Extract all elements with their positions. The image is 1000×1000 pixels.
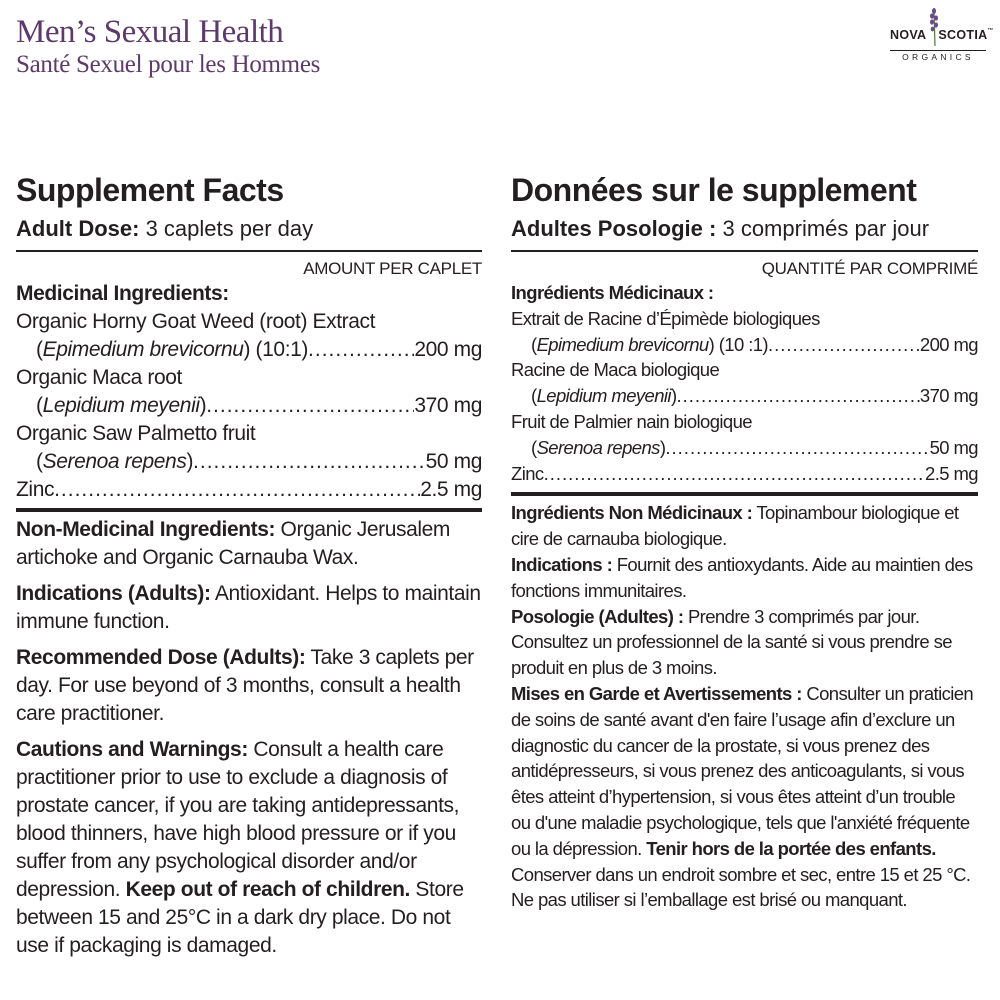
ingredient-row: (Lepidium meyenii) ..... 370 mg: [511, 383, 978, 409]
amount-header: QUANTITÉ PAR COMPRIMÉ: [761, 259, 978, 278]
panel-heading: Données sur le supplement: [511, 172, 917, 208]
supplement-facts-panel-french: [511, 168, 978, 913]
medicinal-ingredients-title: Medicinal Ingredients:: [16, 282, 229, 305]
indications: Indications : Fournit des antioxydants. Aide au maintien des fonctions immunitaires.: [511, 553, 973, 601]
ingredient-row: (Epimedium brevicornu) (10 :1) ..... 200 mg: [511, 332, 978, 358]
recommended-dose: Posologie (Adultes) : Prendre 3 comprimés par jour. Consultez un professionnel de la santé si vous prendre se produit en plus de 3 moins.: [511, 605, 952, 679]
ingredient-name: Organic Saw Palmetto fruit: [16, 422, 256, 445]
non-medicinal-ingredients: Ingrédients Non Médicinaux : Topinambour biologique et cire de carnauba biologique.: [511, 502, 959, 550]
ingredient-row: (Lepidium meyenii) ..... 370 mg: [16, 392, 482, 420]
product-title: Men’s Sexual Health: [16, 14, 284, 50]
ingredient-name: Racine de Maca biologique: [511, 359, 720, 381]
adult-dose: Adult Dose: 3 caplets per day: [16, 216, 314, 241]
ingredient-name: Organic Maca root: [16, 366, 182, 389]
brand-logo: [888, 6, 994, 66]
product-title-french: Santé Sexuel pour les Hommes: [16, 51, 321, 78]
ingredient-name: Organic Horny Goat Weed (root) Extract: [16, 310, 376, 333]
ingredient-row: (Epimedium brevicornu) (10:1) ..... 200 mg: [16, 336, 482, 364]
ingredient-row: (Serenoa repens) ..... 50 mg: [511, 435, 978, 461]
cautions-warnings: Cautions and Warnings: Consult a health care practitioner prior to use to exclude a diagnosis of prostate cancer, if you are taking antidepressants, blood thinners, have high blood pressure or if you suffer from any psychological disorder and/or depression. Keep out of reach of children. Store between 15 and 25°C in a dark dry place. Do not use if packaging is damaged.: [16, 738, 464, 957]
panel-heading: Supplement Facts: [16, 172, 284, 208]
medicinal-ingredients-title: Ingrédients Médicinaux :: [511, 282, 714, 303]
ingredient-name: Fruit de Palmier nain biologique: [511, 410, 752, 432]
ingredient-row-zinc: Zinc ..... 2.5 mg: [16, 476, 482, 504]
recommended-dose: Recommended Dose (Adults): Take 3 caplets per day. For use beyond of 3 months, consult a health care practitioner.: [16, 646, 474, 725]
non-medicinal-ingredients: Non-Medicinal Ingredients: Organic Jerusalem artichoke and Organic Carnauba Wax.: [16, 518, 450, 569]
adult-dose: Adultes Posologie : 3 comprimés par jour: [511, 216, 930, 241]
cautions-warnings: Mises en Garde et Avertissements : Consulter un praticien de soins de santé avant d'en faire l’usage afin d’exclure un diagnostic du cancer de la prostate, si vous prenez des antidépresseurs, si vous prenez des anticoagulants, si vous êtes atteint d’hypertension, si vous êtes atteint d’un trouble ou d'une maladie psychologique, tels que l'anxiété fréquente ou la dépression. Tenir hors de la portée des enfants. Conserver dans un endroit sombre et sec, entre 15 et 25 °C. Ne pas utiliser si l’emballage est brisé ou manquant.: [511, 682, 974, 911]
ingredient-row-zinc: Zinc ..... 2.5 mg: [511, 461, 978, 487]
ingredient-name: Extrait de Racine d’Épimède biologiques: [511, 307, 820, 329]
indications: Indications (Adults): Antioxidant. Helps to maintain immune function.: [16, 582, 481, 633]
logo-wordmark: NOVA SCOTIA™: [890, 28, 994, 42]
logo-subtitle: ORGANICS: [890, 50, 986, 62]
supplement-facts-panel-english: [16, 168, 482, 968]
ingredient-row: (Serenoa repens) ..... 50 mg: [16, 448, 482, 476]
amount-header: AMOUNT PER CAPLET: [303, 259, 482, 278]
